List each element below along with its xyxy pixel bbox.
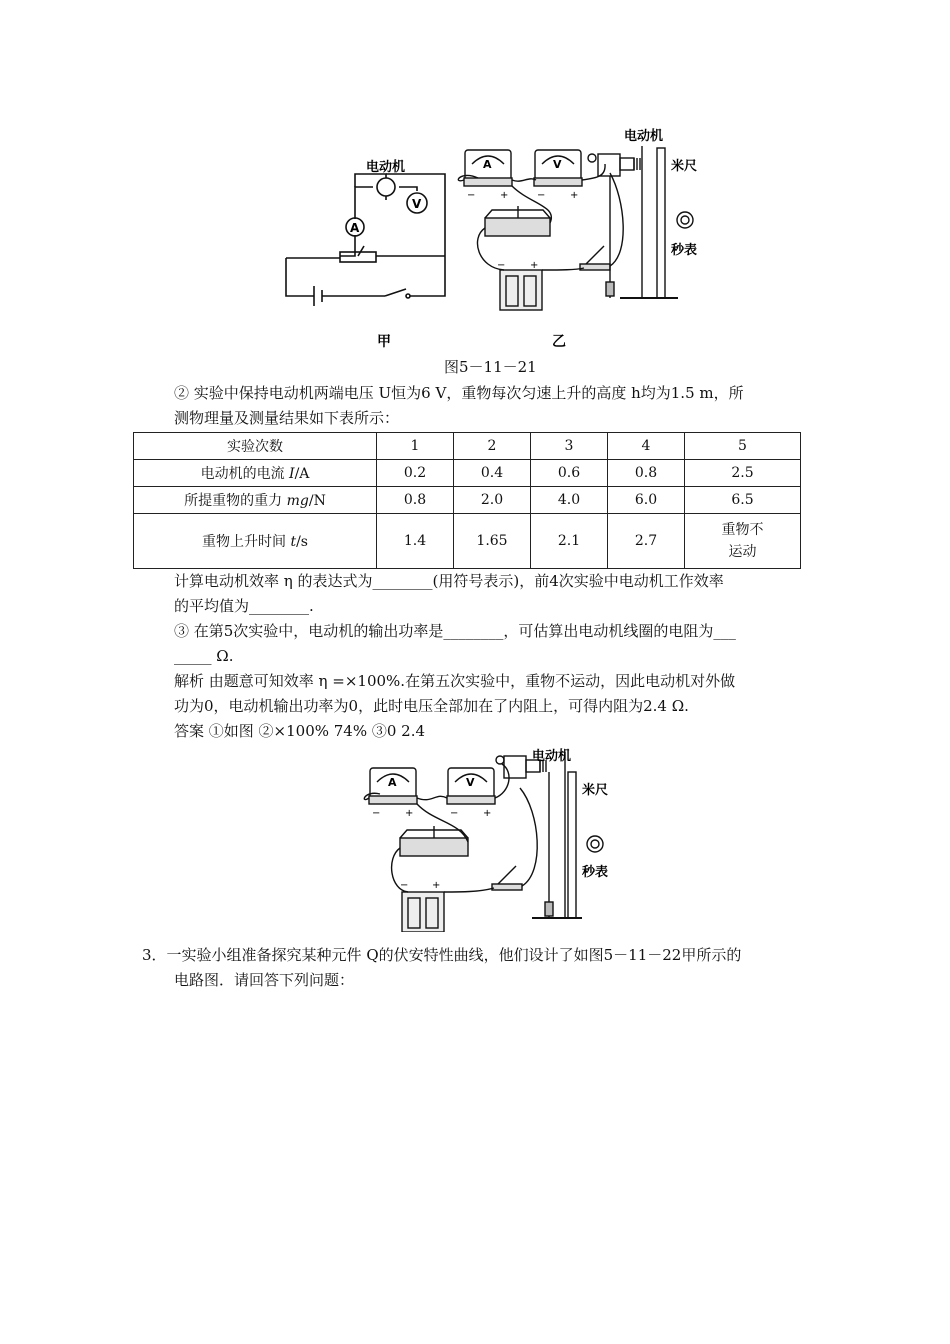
table-header-cell: 5 bbox=[685, 433, 801, 460]
table-cell: 2.5 bbox=[685, 460, 801, 487]
paragraph-2-line-1: ② 实验中保持电动机两端电压 U恒为6 V，重物每次匀速上升的高度 h均为1.5 m，所 bbox=[174, 384, 744, 402]
battery-minus: − bbox=[497, 260, 506, 271]
voltmeter-symbol-jia: V bbox=[412, 197, 422, 211]
battery-plus-answer: + bbox=[432, 880, 441, 891]
battery-minus-answer: − bbox=[400, 880, 409, 891]
question-3-line-1: ③ 在第5次实验中，电动机的输出功率是________，可估算出电动机线圈的电阻为___ bbox=[174, 622, 736, 640]
table-cell: 4.0 bbox=[531, 487, 608, 514]
ruler-label-yi: 米尺 bbox=[671, 159, 698, 174]
table-cell: 1.4 bbox=[377, 514, 454, 569]
table-header-row bbox=[134, 433, 801, 460]
apparatus-yi bbox=[458, 146, 693, 310]
voltmeter-minus-answer: − bbox=[450, 808, 459, 819]
ammeter-minus-answer: − bbox=[372, 808, 381, 819]
label-jia: 甲 bbox=[377, 334, 391, 350]
analysis-line-1: 解析 由题意可知效率 η =×100%.在第五次实验中，重物不运动，因此电动机对外做 bbox=[174, 672, 736, 690]
measurement-table bbox=[133, 432, 801, 569]
table-cell: 0.4 bbox=[454, 460, 531, 487]
row-label-weight: 所提重物的重力 mg/N bbox=[134, 487, 377, 514]
voltmeter-symbol-yi: V bbox=[553, 158, 562, 171]
table-cell: 0.8 bbox=[608, 460, 685, 487]
table-header-cell: 2 bbox=[454, 433, 531, 460]
analysis-line-2: 功为0，电动机输出功率为0，此时电压全部加在了内阻上，可得内阻为2.4 Ω. bbox=[174, 697, 689, 715]
motor-label-jia: 电动机 bbox=[366, 160, 406, 175]
voltmeter-symbol-answer: V bbox=[466, 776, 475, 789]
table-cell: 重物不 运动 bbox=[685, 514, 801, 569]
table-cell: 6.0 bbox=[608, 487, 685, 514]
ammeter-symbol-yi: A bbox=[483, 158, 492, 171]
table-cell: 0.8 bbox=[377, 487, 454, 514]
table-header-cell: 1 bbox=[377, 433, 454, 460]
ruler-label-answer: 米尺 bbox=[582, 783, 609, 798]
figure-caption: 图5－11－21 bbox=[444, 358, 537, 376]
question-3-intro-line-1: 3．一实验小组准备探究某种元件 Q的伏安特性曲线，他们设计了如图5－11－22甲所示的 bbox=[142, 946, 742, 964]
table-cell: 2.1 bbox=[531, 514, 608, 569]
motor-label-answer: 电动机 bbox=[532, 749, 572, 764]
table-row bbox=[134, 460, 801, 487]
question-3-intro-line-2: 电路图．请回答下列问题： bbox=[174, 971, 355, 989]
question-3-line-2: _____ Ω. bbox=[174, 647, 234, 665]
apparatus-answer bbox=[364, 752, 603, 932]
table-cell: 0.2 bbox=[377, 460, 454, 487]
voltmeter-plus-answer: + bbox=[483, 808, 492, 819]
ammeter-plus: + bbox=[500, 190, 509, 201]
ammeter-symbol-jia: A bbox=[350, 221, 360, 235]
voltmeter-minus: − bbox=[537, 190, 546, 201]
circuit-diagram-jia bbox=[286, 174, 445, 306]
paragraph-2-line-2: 测物理量及测量结果如下表所示： bbox=[174, 409, 400, 427]
calc-line-2: 的平均值为________. bbox=[174, 597, 314, 615]
ammeter-symbol-answer: A bbox=[388, 776, 397, 789]
table-cell: 0.6 bbox=[531, 460, 608, 487]
stopwatch-label-yi: 秒表 bbox=[671, 243, 698, 258]
table-row bbox=[134, 514, 801, 569]
stopwatch-label-answer: 秒表 bbox=[582, 865, 609, 880]
table-cell: 1.65 bbox=[454, 514, 531, 569]
ammeter-minus: − bbox=[467, 190, 476, 201]
table-cell: 2.7 bbox=[608, 514, 685, 569]
label-yi: 乙 bbox=[552, 334, 566, 350]
calc-line-1: 计算电动机效率 η 的表达式为________(用符号表示)，前4次实验中电动机工作效率 bbox=[174, 572, 724, 590]
table-row bbox=[134, 487, 801, 514]
battery-plus: + bbox=[530, 260, 539, 271]
row-label-time: 重物上升时间 t/s bbox=[134, 514, 377, 569]
table-cell: 2.0 bbox=[454, 487, 531, 514]
table-cell: 6.5 bbox=[685, 487, 801, 514]
voltmeter-plus: + bbox=[570, 190, 579, 201]
motor-label-yi: 电动机 bbox=[624, 129, 664, 144]
ammeter-plus-answer: + bbox=[405, 808, 414, 819]
figure-5-11-21 bbox=[280, 118, 720, 358]
answer-figure bbox=[360, 742, 630, 932]
table-header-cell: 实验次数 bbox=[134, 433, 377, 460]
answer-line: 答案 ①如图 ②×100% 74% ③0 2.4 bbox=[174, 722, 426, 740]
table-header-cell: 3 bbox=[531, 433, 608, 460]
row-label-current: 电动机的电流 I/A bbox=[134, 460, 377, 487]
table-header-cell: 4 bbox=[608, 433, 685, 460]
